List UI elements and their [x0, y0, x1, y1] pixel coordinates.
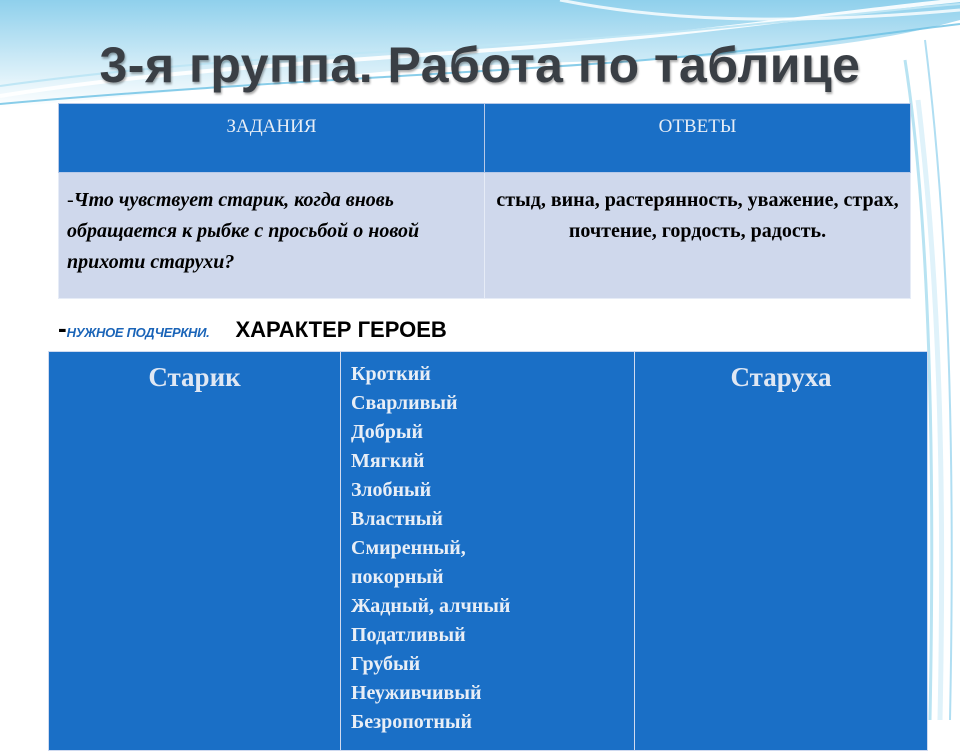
- old-man-column: Старик: [49, 352, 341, 751]
- tasks-row: [59, 173, 911, 299]
- answer-cell: стыд, вина, растерянность, уважение, страх, почтение, гордость, радость.: [485, 173, 911, 299]
- instruction-line: [58, 313, 447, 344]
- trait-item[interactable]: Сварливый: [351, 392, 458, 414]
- instruction-dash: -: [58, 313, 67, 343]
- trait-item[interactable]: Податливый: [351, 624, 466, 646]
- heroes-row: [49, 352, 928, 751]
- trait-item[interactable]: Грубый: [351, 653, 421, 675]
- old-woman-column: Старуха: [635, 352, 928, 751]
- task-question: Что чувствует старик, когда вновь обращается к рыбке с просьбой о новой прихоти старухи?: [67, 189, 420, 273]
- trait-item[interactable]: Неуживчивый: [351, 682, 482, 704]
- trait-item[interactable]: Безропотный: [351, 711, 473, 733]
- tasks-header-answer: ОТВЕТЫ: [485, 104, 911, 173]
- trait-item[interactable]: Смиренный,: [351, 537, 466, 559]
- trait-item[interactable]: Властный: [351, 508, 443, 530]
- trait-item[interactable]: Злобный: [351, 479, 432, 501]
- tasks-header-task: ЗАДАНИЯ: [59, 104, 485, 173]
- traits-column: [341, 352, 635, 751]
- task-cell: [59, 173, 485, 299]
- tasks-header-row: [59, 104, 911, 173]
- trait-item[interactable]: покорный: [351, 566, 444, 588]
- trait-item[interactable]: Кроткий: [351, 363, 431, 385]
- tasks-table: [58, 103, 911, 299]
- trait-item[interactable]: Добрый: [351, 421, 424, 443]
- task-prefix: -: [67, 189, 74, 211]
- heroes-heading: ХАРАКТЕР ГЕРОЕВ: [235, 317, 447, 342]
- underline-instruction: НУЖНОЕ ПОДЧЕРКНИ.: [66, 325, 210, 340]
- heroes-table: [48, 351, 928, 751]
- trait-item[interactable]: Мягкий: [351, 450, 425, 472]
- slide-title: 3-я группа. Работа по таблице: [99, 37, 861, 93]
- trait-item[interactable]: Жадный, алчный: [351, 595, 511, 617]
